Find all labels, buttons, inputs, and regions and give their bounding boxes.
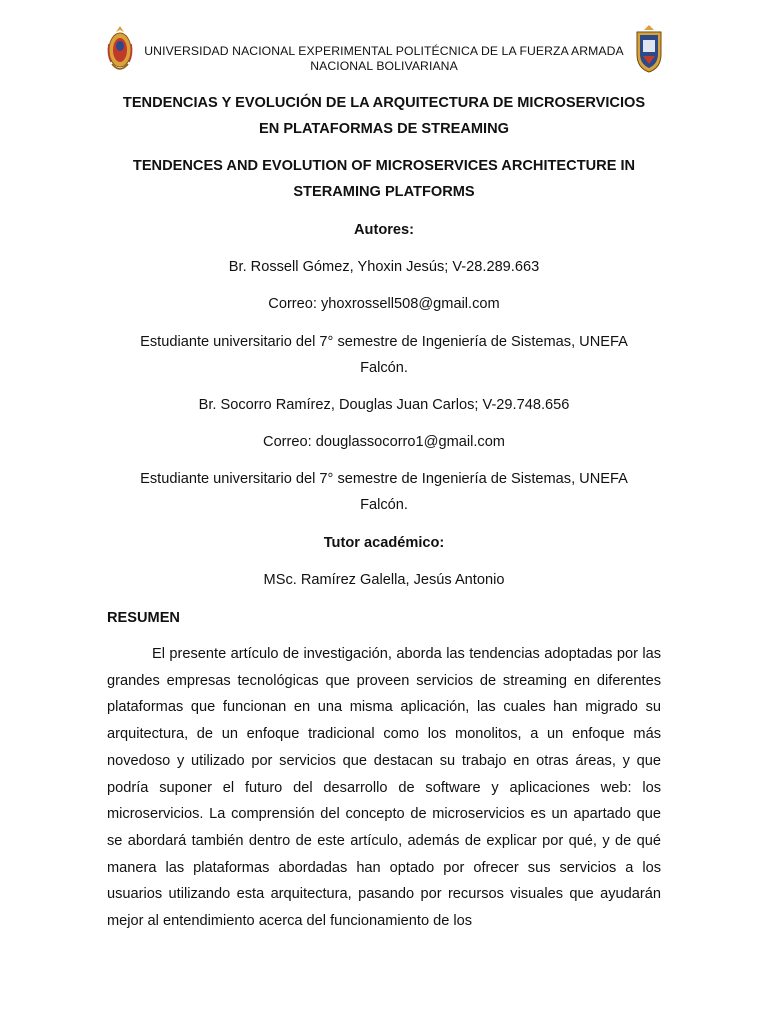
institution-line-1: UNIVERSIDAD NACIONAL EXPERIMENTAL POLITÉCNICA DE LA FUERZA ARMADA xyxy=(144,44,624,58)
author-2-name: Br. Socorro Ramírez, Douglas Juan Carlos; V-29.748.656 xyxy=(198,397,570,413)
tutor-name: MSc. Ramírez Galella, Jesús Antonio xyxy=(263,572,505,588)
author-1-affiliation-line-1: Estudiante universitario del 7° semestre de Ingeniería de Sistemas, UNEFA xyxy=(140,334,628,350)
author-2-affiliation-line-2: Falcón. xyxy=(360,497,408,513)
page-header xyxy=(100,24,668,80)
author-2-email: Correo: douglassocorro1@gmail.com xyxy=(263,434,505,450)
title-english xyxy=(100,153,668,205)
abstract-heading: RESUMEN xyxy=(107,610,180,626)
title-english-line-2: STERAMING PLATFORMS xyxy=(293,184,475,200)
university-crest-logo xyxy=(106,24,134,76)
institution-name xyxy=(132,44,636,74)
author-1-email: Correo: yhoxrossell508@gmail.com xyxy=(268,296,500,312)
abstract-paragraph: El presente artículo de investigación, aborda las tendencias adoptadas por las grandes empresas tecnológicas que proveen servicios de streaming en diferentes plataformas que funcionan en una misma aplicación, las cuales han migrado su arquitectura, de un enfoque tradicional como los monolitos, a un enfoque más novedoso y utilizado por servicios que destacan su trabajo en otras áreas, y que podría suponer el futuro del desarrollo de software y aplicaciones web: los microservicios. La comprensión del concepto de microservicios es un apartado que se abordará también dentro de este artículo, además de explicar por qué, y de qué manera las plataformas abordadas han optado por ofrecer sus servicios a los usuarios utilizando esta arquitectura, pasando por recursos visuales que ayudarán mejor al entendimiento acerca del funcionamiento de los xyxy=(107,646,661,930)
author-1-affiliation-line-2: Falcón. xyxy=(360,360,408,376)
title-spanish-line-1: TENDENCIAS Y EVOLUCIÓN DE LA ARQUITECTURA DE MICROSERVICIOS xyxy=(122,95,646,111)
author-2-affiliation-line-1: Estudiante universitario del 7° semestre de Ingeniería de Sistemas, UNEFA xyxy=(140,471,628,487)
title-english-line-1: TENDENCES AND EVOLUTION OF MICROSERVICES ARCHITECTURE IN xyxy=(132,158,636,174)
institution-line-2: NACIONAL BOLIVARIANA xyxy=(310,59,458,73)
title-spanish xyxy=(100,90,668,142)
author-1-name: Br. Rossell Gómez, Yhoxin Jesús; V-28.289.663 xyxy=(228,259,540,275)
tutor-heading: Tutor académico: xyxy=(323,535,445,551)
title-spanish-line-2: EN PLATAFORMAS DE STREAMING xyxy=(259,121,509,137)
authors-heading: Autores: xyxy=(354,222,414,238)
military-crest-logo xyxy=(634,24,664,74)
